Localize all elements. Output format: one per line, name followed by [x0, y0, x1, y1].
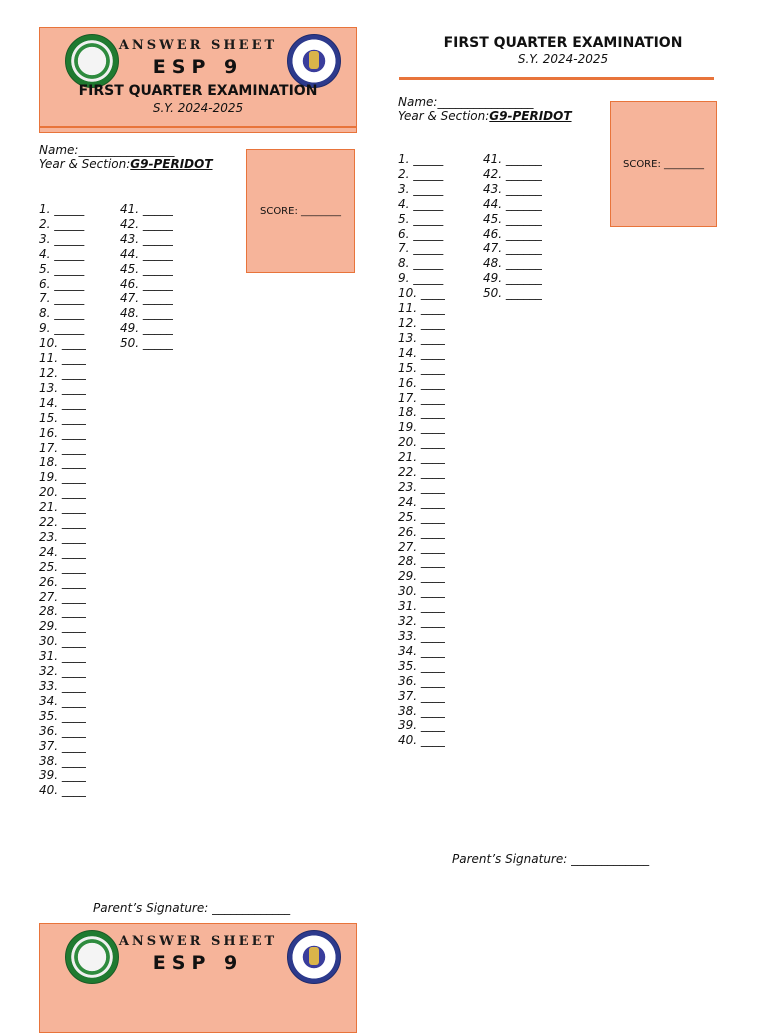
- answer-item: 34. ____: [39, 693, 86, 708]
- answer-item: 33. ____: [39, 679, 86, 693]
- answer-item: 45. ______: [483, 211, 542, 226]
- answer-item: 27. ____: [398, 539, 445, 554]
- answer-item: 41. ______: [483, 152, 542, 166]
- answer-item: 9. _____: [39, 321, 85, 336]
- answer-item: 4. _____: [39, 246, 85, 261]
- answer-item: 10. ____: [398, 286, 445, 301]
- section-label: Year & Section:: [398, 109, 490, 123]
- answer-item: 7. _____: [39, 291, 85, 306]
- answer-item: 39. ____: [398, 718, 445, 733]
- answer-item: 15. ____: [398, 360, 445, 375]
- answer-item: 42. ______: [483, 166, 542, 181]
- score-label: SCORE: ________: [259, 205, 341, 217]
- answer-item: 41. _____: [120, 202, 173, 216]
- answer-list-1-40: [39, 202, 86, 798]
- answer-item: 19. ____: [398, 420, 445, 435]
- answer-item: 47. _____: [120, 291, 173, 306]
- answer-item: 36. ____: [39, 723, 86, 738]
- answer-item: 35. ____: [398, 658, 445, 673]
- header-divider: [40, 126, 356, 128]
- answer-item: 31. ____: [39, 649, 86, 664]
- answer-item: 23. ____: [39, 529, 86, 544]
- sheet-title: ANSWER SHEET: [118, 38, 278, 53]
- left-header-box: [39, 27, 357, 133]
- answer-item: 12. ____: [39, 365, 86, 380]
- answer-item: 18. ____: [398, 405, 445, 420]
- answer-item: 4. _____: [398, 196, 444, 211]
- answer-item: 16. ____: [398, 375, 445, 390]
- answer-item: 9. _____: [398, 271, 444, 286]
- answer-item: 38. ____: [39, 753, 86, 768]
- answer-item: 29. ____: [398, 569, 445, 584]
- score-box: [610, 101, 717, 227]
- answer-item: 50. ______: [483, 286, 542, 301]
- answer-item: 24. ____: [39, 544, 86, 559]
- answer-item: 44. ______: [483, 196, 542, 211]
- answer-item: 27. ____: [39, 589, 86, 604]
- answer-item: 20. ____: [398, 435, 445, 450]
- school-year: S.Y. 2024-2025: [152, 101, 244, 115]
- answer-item: 25. ____: [398, 509, 445, 524]
- answer-item: 13. ____: [39, 380, 86, 395]
- section-value: G9-PERIDOT: [130, 157, 213, 171]
- answer-item: 19. ____: [39, 470, 86, 485]
- answer-item: 28. ____: [39, 604, 86, 619]
- answer-list-41-50: [483, 152, 542, 301]
- answer-item: 40. ____: [398, 733, 445, 748]
- name-field: Name:________________: [398, 95, 534, 109]
- answer-item: 48. ______: [483, 256, 542, 271]
- answer-item: 8. _____: [39, 306, 85, 321]
- school-year: S.Y. 2024-2025: [517, 52, 609, 66]
- answer-item: 6. _____: [398, 226, 444, 241]
- section-field: [398, 109, 572, 123]
- sheet-title: ANSWER SHEET: [118, 934, 278, 949]
- answer-item: 22. ____: [398, 465, 445, 480]
- answer-item: 1. _____: [398, 152, 444, 166]
- score-box: [246, 149, 355, 273]
- answer-item: 43. _____: [120, 231, 173, 246]
- answer-item: 17. ____: [398, 390, 445, 405]
- answer-item: 3. _____: [398, 181, 444, 196]
- answer-item: 26. ____: [39, 574, 86, 589]
- answer-item: 34. ____: [398, 643, 445, 658]
- answer-item: 21. ____: [39, 500, 86, 515]
- section-value: G9-PERIDOT: [489, 109, 572, 123]
- answer-item: 37. ____: [39, 738, 86, 753]
- subject-title: ESP 9: [152, 56, 244, 78]
- parent-signature: Parent’s Signature: _____________: [452, 852, 650, 866]
- subject-title: ESP 9: [152, 952, 244, 974]
- answer-item: 14. ____: [39, 395, 86, 410]
- answer-item: 44. _____: [120, 246, 173, 261]
- answer-item: 5. _____: [398, 211, 444, 226]
- answer-item: 14. ____: [398, 345, 445, 360]
- name-field: Name:________________: [39, 143, 175, 157]
- answer-item: 24. ____: [398, 494, 445, 509]
- header-divider: [399, 77, 714, 80]
- answer-item: 3. _____: [39, 231, 85, 246]
- answer-item: 40. ____: [39, 783, 86, 798]
- answer-item: 49. ______: [483, 271, 542, 286]
- answer-list-1-40: [398, 152, 445, 748]
- answer-item: 13. ____: [398, 330, 445, 345]
- answer-item: 32. ____: [39, 664, 86, 679]
- exam-title: FIRST QUARTER EXAMINATION: [443, 35, 683, 51]
- answer-item: 43. ______: [483, 181, 542, 196]
- answer-item: 10. ____: [39, 336, 86, 351]
- answer-item: 11. ____: [398, 301, 445, 316]
- answer-item: 48. _____: [120, 306, 173, 321]
- answer-item: 30. ____: [39, 634, 86, 649]
- parent-signature: Parent’s Signature: _____________: [93, 901, 291, 915]
- answer-item: 1. _____: [39, 202, 85, 216]
- next-header-box: [39, 923, 357, 1033]
- answer-item: 23. ____: [398, 479, 445, 494]
- answer-item: 39. ____: [39, 768, 86, 783]
- answer-item: 47. ______: [483, 241, 542, 256]
- answer-item: 45. _____: [120, 261, 173, 276]
- answer-item: 49. _____: [120, 321, 173, 336]
- answer-item: 17. ____: [39, 440, 86, 455]
- answer-item: 38. ____: [398, 703, 445, 718]
- answer-item: 50. _____: [120, 336, 173, 351]
- answer-item: 36. ____: [398, 673, 445, 688]
- answer-item: 18. ____: [39, 455, 86, 470]
- answer-item: 22. ____: [39, 515, 86, 530]
- answer-item: 37. ____: [398, 688, 445, 703]
- answer-item: 46. _____: [120, 276, 173, 291]
- answer-item: 20. ____: [39, 485, 86, 500]
- answer-item: 11. ____: [39, 351, 86, 366]
- answer-item: 21. ____: [398, 450, 445, 465]
- section-label: Year & Section:: [39, 157, 131, 171]
- answer-item: 35. ____: [39, 708, 86, 723]
- answer-item: 15. ____: [39, 410, 86, 425]
- answer-item: 2. _____: [398, 166, 444, 181]
- answer-item: 31. ____: [398, 599, 445, 614]
- answer-item: 2. _____: [39, 216, 85, 231]
- answer-list-41-50: [120, 202, 173, 351]
- exam-title: FIRST QUARTER EXAMINATION: [78, 83, 318, 99]
- answer-item: 7. _____: [398, 241, 444, 256]
- section-field: [39, 157, 213, 171]
- score-label: SCORE: ________: [622, 158, 704, 170]
- answer-item: 8. _____: [398, 256, 444, 271]
- answer-item: 6. _____: [39, 276, 85, 291]
- answer-item: 5. _____: [39, 261, 85, 276]
- answer-item: 28. ____: [398, 554, 445, 569]
- answer-item: 30. ____: [398, 584, 445, 599]
- answer-item: 16. ____: [39, 425, 86, 440]
- answer-item: 42. _____: [120, 216, 173, 231]
- answer-item: 46. ______: [483, 226, 542, 241]
- answer-item: 32. ____: [398, 614, 445, 629]
- answer-item: 33. ____: [398, 629, 445, 643]
- answer-item: 26. ____: [398, 524, 445, 539]
- answer-item: 12. ____: [398, 315, 445, 330]
- answer-item: 25. ____: [39, 559, 86, 574]
- answer-item: 29. ____: [39, 619, 86, 634]
